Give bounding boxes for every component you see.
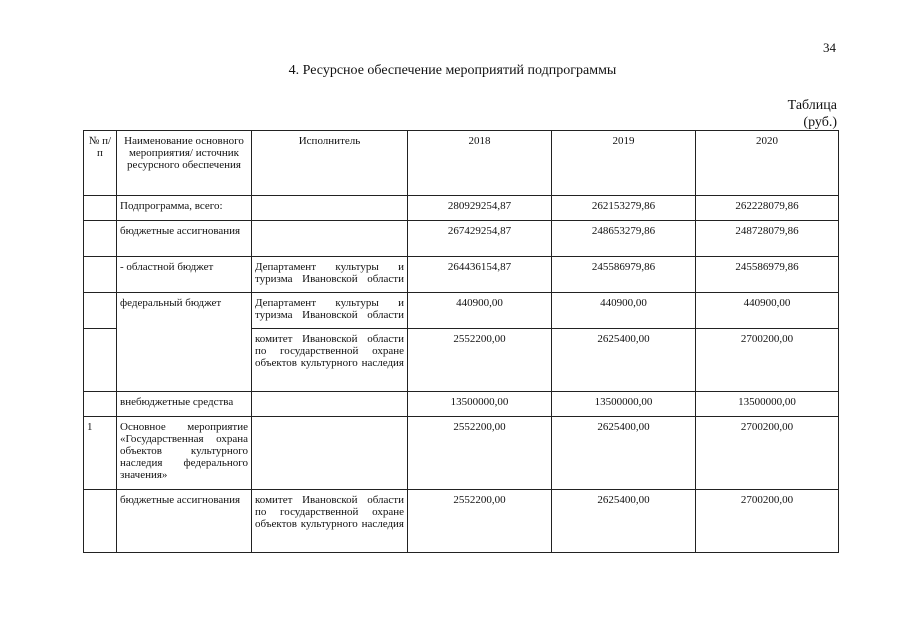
table-caption-unit: (руб.) bbox=[803, 115, 837, 130]
cell-executor bbox=[252, 417, 408, 490]
header-2018: 2018 bbox=[408, 131, 552, 196]
cell-2018: 13500000,00 bbox=[408, 392, 552, 417]
header-name: Наименование основного мероприятия/ источник ресурсного обеспечения bbox=[117, 131, 252, 196]
cell-executor: Департамент культуры и туризма Ивановской области bbox=[252, 257, 408, 293]
cell-2020: 2700200,00 bbox=[696, 329, 839, 392]
cell-num bbox=[84, 392, 117, 417]
cell-executor bbox=[252, 196, 408, 221]
cell-num bbox=[84, 257, 117, 293]
page-title: 4. Ресурсное обеспечение мероприятий подпрограммы bbox=[288, 63, 617, 78]
cell-name: внебюджетные средства bbox=[117, 392, 252, 417]
cell-num bbox=[84, 329, 117, 392]
cell-2019: 2625400,00 bbox=[552, 417, 696, 490]
cell-num bbox=[84, 490, 117, 553]
cell-2019: 245586979,86 bbox=[552, 257, 696, 293]
cell-2018: 2552200,00 bbox=[408, 417, 552, 490]
page-number: 34 bbox=[823, 40, 836, 55]
cell-executor: Департамент культуры и туризма Ивановской области bbox=[252, 293, 408, 329]
table-row bbox=[84, 196, 839, 221]
cell-2019: 440900,00 bbox=[552, 293, 696, 329]
resource-table bbox=[83, 130, 839, 553]
table-caption-label: Таблица bbox=[787, 98, 837, 113]
cell-2018: 267429254,87 bbox=[408, 221, 552, 257]
cell-2018: 264436154,87 bbox=[408, 257, 552, 293]
cell-2019: 248653279,86 bbox=[552, 221, 696, 257]
cell-num: 1 bbox=[84, 417, 117, 490]
cell-executor bbox=[252, 392, 408, 417]
cell-2019: 2625400,00 bbox=[552, 490, 696, 553]
cell-name: Основное мероприятие «Государственная охрана объектов культурного наследия федерального значения» bbox=[117, 417, 252, 490]
table-row bbox=[84, 490, 839, 553]
header-2020: 2020 bbox=[696, 131, 839, 196]
cell-name: бюджетные ассигнования bbox=[117, 221, 252, 257]
cell-num bbox=[84, 293, 117, 329]
cell-2020: 13500000,00 bbox=[696, 392, 839, 417]
cell-2018: 2552200,00 bbox=[408, 490, 552, 553]
cell-2020: 440900,00 bbox=[696, 293, 839, 329]
cell-2020: 262228079,86 bbox=[696, 196, 839, 221]
cell-2020: 248728079,86 bbox=[696, 221, 839, 257]
cell-2018: 2552200,00 bbox=[408, 329, 552, 392]
header-2019: 2019 bbox=[552, 131, 696, 196]
cell-num bbox=[84, 196, 117, 221]
table-row bbox=[84, 221, 839, 257]
cell-2019: 2625400,00 bbox=[552, 329, 696, 392]
cell-num bbox=[84, 221, 117, 257]
header-executor: Исполнитель bbox=[252, 131, 408, 196]
cell-executor: комитет Ивановской области по государственной охране объектов культурного наследия bbox=[252, 490, 408, 553]
cell-2018: 280929254,87 bbox=[408, 196, 552, 221]
table-caption bbox=[788, 97, 837, 131]
table-row bbox=[84, 293, 839, 329]
cell-name: - областной бюджет bbox=[117, 257, 252, 293]
cell-2018: 440900,00 bbox=[408, 293, 552, 329]
cell-2020: 2700200,00 bbox=[696, 417, 839, 490]
cell-2019: 262153279,86 bbox=[552, 196, 696, 221]
cell-2019: 13500000,00 bbox=[552, 392, 696, 417]
cell-name: федеральный бюджет bbox=[117, 293, 252, 392]
cell-name: Подпрограмма, всего: bbox=[117, 196, 252, 221]
header-num: № п/п bbox=[84, 131, 117, 196]
cell-executor: комитет Ивановской области по государственной охране объектов культурного наследия bbox=[252, 329, 408, 392]
table-row bbox=[84, 417, 839, 490]
cell-name: бюджетные ассигнования bbox=[117, 490, 252, 553]
table-header-row bbox=[84, 131, 839, 196]
table-row bbox=[84, 392, 839, 417]
table-row bbox=[84, 257, 839, 293]
cell-2020: 245586979,86 bbox=[696, 257, 839, 293]
cell-executor bbox=[252, 221, 408, 257]
cell-2020: 2700200,00 bbox=[696, 490, 839, 553]
